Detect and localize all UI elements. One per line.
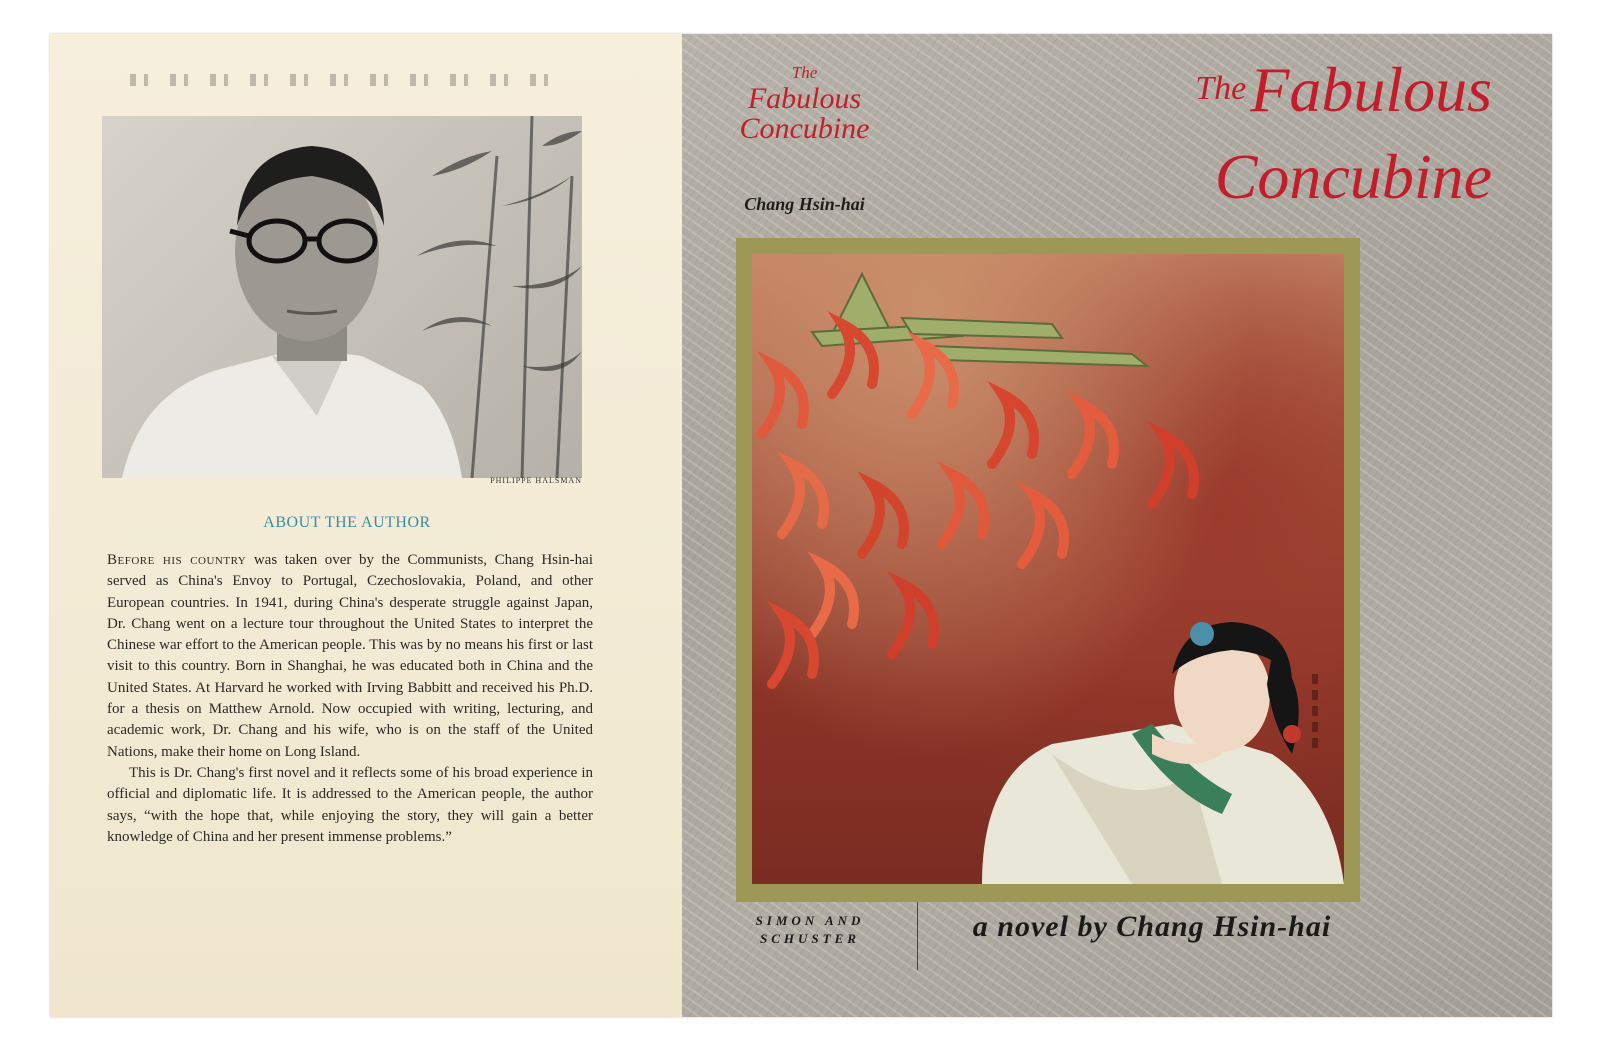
spine-title-line1: Fabulous: [747, 82, 862, 115]
publisher-line2: SCHUSTER: [760, 931, 860, 946]
cover-subtitle: a novel by Chang Hsin-hai: [972, 910, 1332, 943]
author-photo: [102, 116, 582, 478]
ink-smudge: [130, 74, 560, 86]
spine-title-line2: Concubine: [739, 112, 870, 145]
cover-painting: [752, 254, 1344, 884]
spine-title-the: The: [791, 63, 818, 82]
bio-paragraph-1: [107, 550, 593, 763]
photo-credit: PHILIPPE HALSMAN: [490, 476, 582, 485]
author-biography: [107, 550, 593, 848]
bio-paragraph-2: This is Dr. Chang's first novel and it reflects some of his broad experience in official and diplomatic life. It is addressed to the American people, the author says, “with the hope that, while enjoying the story, they will gain a better knowledge of China and her present immense problems.”: [107, 764, 593, 845]
cover-title-line1: Fabulous: [1250, 54, 1492, 125]
cover-title-line2: Concubine: [1214, 141, 1492, 212]
spine-title: [702, 62, 907, 144]
spine-author: Chang Hsin-hai: [744, 194, 865, 214]
author-portrait-illustration: [102, 116, 582, 478]
about-the-author-heading: ABOUT THE AUTHOR: [263, 514, 431, 531]
front-cover-panel: [682, 34, 1552, 1017]
painting-illustration: [752, 254, 1344, 884]
publisher-imprint: [710, 912, 910, 948]
cover-title: [1062, 54, 1492, 212]
bio-paragraph-1-text: was taken over by the Communists, Chang Hsin-hai served as China's Envoy to Portugal, Czechoslovakia, Poland, and other European countries. In 1941, during China's desperate struggle against Japan, Dr. Chang went on a lecture tour throughout the United States to interpret the Chinese war effort to the American people. This was by no means his first or last visit to this country. Born in Shanghai, he was educated both in China and the United States. At Harvard he worked with Irving Babbitt and received his Ph.D. for a thesis on Matthew Arnold. Now occupied with writing, lecturing, and academic work, Dr. Chang and his wife, who is on the staff of the United Nations, make their home on Long Island.: [107, 552, 593, 760]
publisher-line1: SIMON AND: [755, 913, 865, 928]
bio-lead-smallcaps: Before his country: [107, 552, 247, 568]
publisher-divider: [917, 902, 918, 970]
cover-artwork-frame: [736, 238, 1360, 902]
cover-title-the: The: [1195, 70, 1247, 107]
back-flap: [50, 34, 683, 1017]
dust-jacket: [50, 34, 1552, 1017]
